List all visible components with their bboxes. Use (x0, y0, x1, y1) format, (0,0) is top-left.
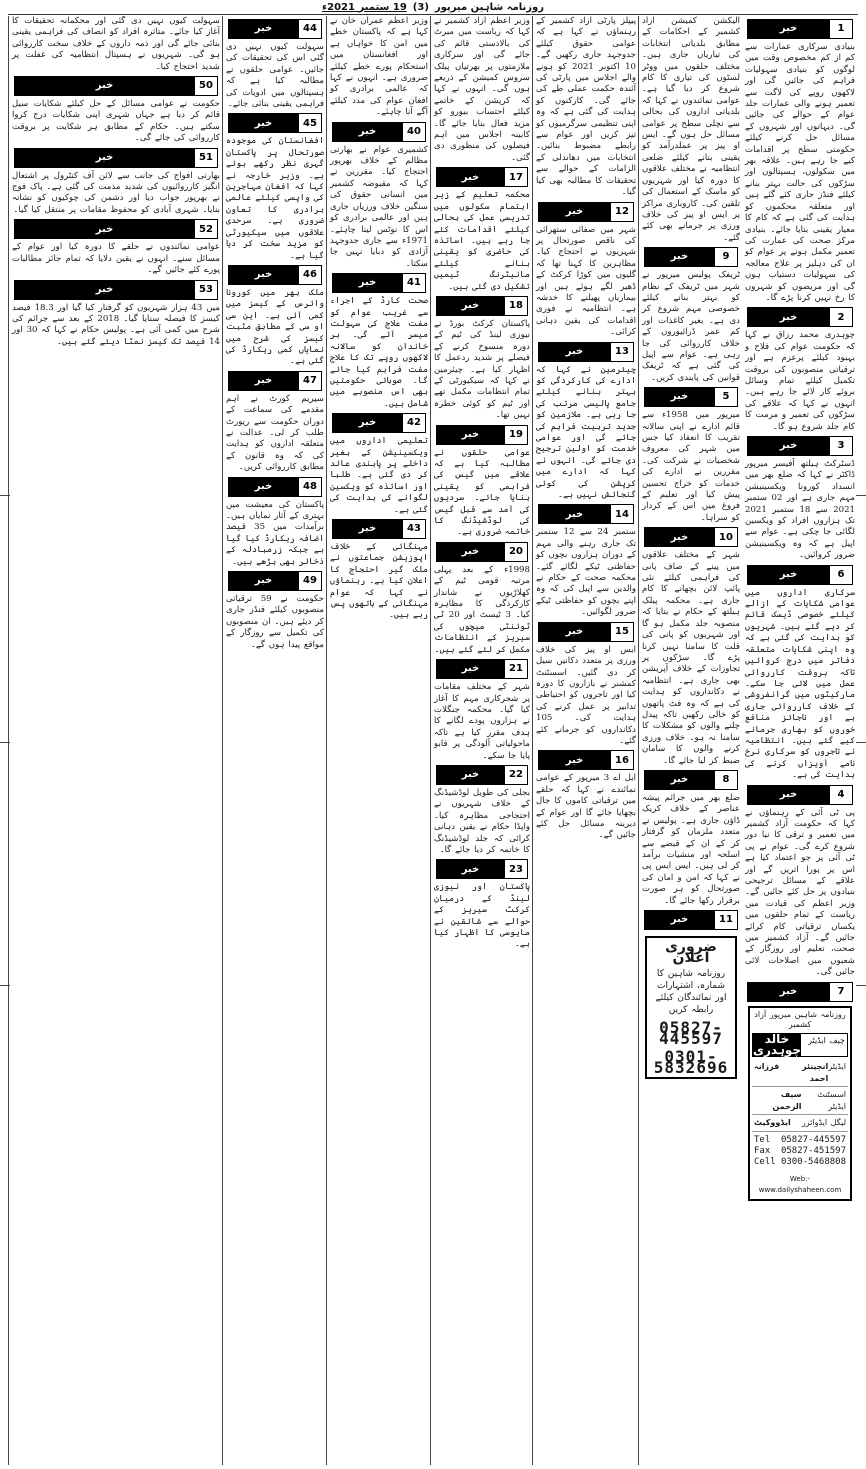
column-body (533, 16, 639, 842)
phone-row (754, 1157, 846, 1168)
news-item-label: خبر (645, 388, 714, 406)
column-2 (638, 16, 743, 1465)
news-item-text: عوامی نمائندوں نے حلقے کا دورہ کیا اور عوام کے مسائل سنے۔ انہوں نے یقین دلایا کہ تمام جائز مطالبات پورے کئے جائیں گے۔ (12, 242, 220, 276)
news-item-number: 16 (610, 751, 633, 769)
news-item-number: 5 (714, 388, 737, 406)
news-item-heading-box (747, 565, 853, 585)
news-item-text: سہولت کیوں نہیں دی گئی اس کی تحقیقات کی جائیں۔ عوامی حلقوں نے مطالبہ کیا ہے کہ ہسپتالوں میں ادویات کی فراہمی یقینی بنائی جائے۔ (226, 42, 324, 110)
news-item-number: 43 (402, 520, 425, 538)
news-item-text: حکومت نے 59 ترقیاتی منصوبوں کیلئے فنڈز جاری کر دیئے ہیں۔ ان منصوبوں کی تکمیل سے روزگار کے مواقع پیدا ہوں گے۔ (226, 594, 324, 650)
column-7 (8, 16, 223, 1465)
news-item-text: ڈسٹرکٹ ہیلتھ آفیسر میرپور ڈاکٹر نے کہا کہ ضلع بھر میں انسداد کورونا ویکسینیشن مہم جاری ہے اور 02 ستمبر 2021 سے 18 ستمبر 2021 تک ہزاروں افراد کو ویکسین لگائی جا چکی ہے۔ عوام سے اپیل ہے کہ وہ ویکسینیشن ضرور کروائیں۔ (745, 459, 856, 561)
news-item-text: شہر کے مختلف علاقوں میں پینے کے صاف پانی کی فراہمی کیلئے نئی پائپ لائن بچھانے کا کام جاری ہے۔ محکمہ پبلک ہیلتھ کے حکام نے بتایا کہ منصوبہ جلد مکمل ہو گا اور شہریوں کو پانی کی قلت کا سامنا نہیں کرنا پڑے گا۔ سڑکوں پر تجاوزات کے خلاف آپریشن بھی جاری ہے۔ انتظامیہ نے دکانداروں کو ہدایت کی ہے کہ وہ فٹ پاتھوں کو خالی رکھیں تاکہ پیدل چلنے والوں کو مشکلات کا سامنا نہ ہو۔ خلاف ورزی کرنے والوں کا سامان ضبط کر لیا جائے گا۔ (642, 550, 740, 766)
column-body (742, 19, 858, 1201)
news-item-text: تعلیمی اداروں میں ویکسینیشن کے بغیر داخلے پر پابندی عائد کر دی گئی ہے۔ طلبا اور اساتذہ کو ویکسین لگوانے کی ہدایت کی گئی ہے۔ (330, 436, 428, 515)
news-item-number: 22 (504, 766, 527, 784)
news-item-text: ملک بھر میں کورونا وائرس کے کیسز میں کمی آئی ہے۔ این سی او سی کے مطابق مثبت کیسز کی شرح میں نمایاں کمی ریکارڈ کی گئی ہے۔ (226, 287, 324, 367)
news-item-heading-box (228, 477, 322, 497)
fold-mark (0, 985, 10, 986)
news-item-heading-box (228, 265, 322, 285)
phone-type: Fax (754, 1145, 771, 1156)
phone-number: 05827-451597 (780, 1145, 846, 1156)
news-item-number: 46 (298, 266, 321, 284)
news-item-heading-box (332, 122, 426, 142)
news-item-heading-box (332, 519, 426, 539)
masthead-staff-row (752, 1059, 848, 1087)
news-item-label: خبر (15, 77, 194, 95)
column-body (327, 16, 431, 622)
news-item-text: 1998ء کے بعد پہلی مرتبہ قومی ٹیم کے کھلاڑیوں نے شاندار کارکردگی کا مظاہرہ کیا۔ 3 ٹیسٹ اور 20 ٹی ٹوئنٹی میچوں کی سیریز کے انتظامات مکمل کر لئے گئے ہیں۔ (434, 564, 530, 655)
masthead-staff-row (752, 1087, 848, 1115)
news-item-heading-box (436, 167, 528, 187)
news-item-label: خبر (645, 248, 714, 266)
fold-mark (856, 495, 866, 496)
news-item-label: خبر (437, 543, 504, 561)
column-5 (326, 16, 431, 1465)
masthead-website: Web:-www.dailyshaheen.com (758, 1174, 842, 1195)
news-item-text: پاکستان کی معیشت میں بہتری کے آثار نمایاں ہیں۔ برآمدات میں 35 فیصد اضافہ ریکارڈ کیا گیا ہے جبکہ زرمبادلہ کے ذخائر بھی بڑھے ہیں۔ (226, 499, 324, 567)
news-item-heading-box (644, 527, 738, 547)
news-item-text: عوامی حلقوں نے مطالبہ کیا ہے کہ علاقے میں گیس کی فراہمی کو یقینی بنایا جائے۔ سردیوں کی آمد سے قبل گیس کی لوڈشیڈنگ کا خاتمہ ضروری ہے۔ (434, 447, 530, 538)
fold-mark (856, 742, 866, 743)
phone-row (754, 1135, 846, 1146)
phone-number: 0300-5468808 (780, 1157, 846, 1168)
news-item-number: 42 (402, 414, 425, 432)
news-item-text: شہر میں صفائی ستھرائی کی ناقص صورتحال پر شہریوں نے احتجاج کیا۔ مظاہرین کا کہنا تھا کہ گلیوں میں کوڑا کرکٹ کے ڈھیر لگے ہوئے ہیں اور بیماریاں پھیلنے کا خدشہ ہے۔ انتظامیہ نے فوری اقدامات کی یقین دہانی کرائی۔ (536, 224, 636, 338)
news-item-label: خبر (539, 505, 610, 523)
news-item-label: خبر (437, 168, 504, 186)
news-item-label: خبر (645, 528, 714, 546)
news-item-number: 53 (194, 281, 217, 299)
news-item-number: 14 (610, 505, 633, 523)
news-item-label: خبر (748, 308, 829, 326)
masthead-intro: روزنامہ شاہین میرپور آزاد کشمیر (754, 1009, 846, 1029)
ad-phone-1: 05827-445597 (659, 1017, 723, 1049)
news-item-number: 1 (829, 20, 852, 38)
news-item-heading-box (538, 622, 634, 642)
news-item-number: 47 (298, 372, 321, 390)
news-item-number: 19 (504, 426, 527, 444)
column-4 (430, 16, 533, 1465)
news-item-label: خبر (437, 766, 504, 784)
news-item-number: 7 (829, 983, 852, 1001)
news-item-text: پی ٹی آئی کے رہنماؤں نے کہا کہ حکومت آزاد کشمیر میں تعمیر و ترقی کا نیا دور شروع کرے گی۔ عوام نے پی ٹی آئی پر جو اعتماد کیا ہے اس پر پورا اتریں گے اور علاقے کے مسائل ترجیحی بنیادوں پر حل کئے جائیں گے۔ وزیر اعظم کی قیادت میں ریاست کے تمام حلقوں میں یکساں ترقیاتی کام کرائے جائیں گے۔ آزاد کشمیر میں صحت، تعلیم اور روزگار کے شعبوں میں اصلاحات لائی جائیں گی۔ (745, 807, 855, 978)
news-item-heading-box (747, 982, 853, 1002)
news-item-heading-box (538, 202, 634, 222)
news-item-text: ستمبر 24 سے 12 ستمبر تک جاری رہنے والی مہم کے دوران ہزاروں بچوں کو حفاظتی ٹیکے لگائے گئے۔ محکمہ صحت کے حکام نے والدین سے اپیل کی کہ وہ اپنے بچوں کو حفاظتی ٹیکے ضرور لگوائیں۔ (536, 527, 636, 618)
news-item-heading-box (14, 148, 218, 168)
column-body (431, 16, 533, 951)
news-item-number: 20 (504, 543, 527, 561)
news-item-heading-box (644, 247, 738, 267)
news-item-text: پیپلز پارٹی آزاد کشمیر کے رہنماؤں نے کہا ہے کہ عوامی حقوق کیلئے جدوجہد جاری رکھیں گے۔ 10 اکتوبر 2021 کو ہونے والے اجلاس میں پارٹی کی آئندہ حکمت عملی طے کی جائے گی۔ کارکنوں کو ہدایت کی گئی ہے کہ وہ اپنی تنظیمی سرگرمیوں کو تیز کریں اور عوام سے رابطے مضبوط بنائیں۔ انتخابات میں دھاندلی کے الزامات کے حوالے سے تحقیقات کا مطالبہ بھی کیا گیا۔ (536, 16, 636, 198)
news-item-text: وزیر اعظم آزاد کشمیر نے کہا کہ ریاست میں میرٹ کی بالادستی قائم کی جائے گی اور سرکاری ملازمتوں پر بھرتیاں پبلک سروس کمیشن کے ذریعے ہوں گی۔ انہوں نے کہا کہ کرپشن کے خاتمے کیلئے احتساب بیورو کو مزید فعال بنایا جائے گا۔ کابینہ اجلاس میں اہم فیصلوں کی منظوری دی گئی۔ (434, 16, 530, 163)
news-item-label: خبر (437, 297, 504, 315)
news-item-text: افغانستان کی موجودہ صورتحال پر پاکستان گہری نظر رکھے ہوئے ہے۔ وزیر خارجہ نے کہا کہ افغان مہاجرین کی واپسی کیلئے عالمی برادری کا تعاون ضروری ہے۔ سرحدی علاقوں میں سیکیورٹی کو مزید سخت کر دیا گیا ہے۔ (226, 136, 324, 261)
news-item-number: 6 (829, 566, 852, 584)
news-item-number: 3 (829, 437, 852, 455)
news-item-number: 9 (714, 248, 737, 266)
news-item-heading-box (228, 113, 322, 133)
news-item-label: خبر (333, 274, 402, 292)
news-item-text: میرپور میں 1958ء سے قائم ادارے نے اپنی سالانہ تقریب کا انعقاد کیا جس میں شہر کی معروف شخصیات نے شرکت کی۔ مقررین نے ادارے کی خدمات کو خراج تحسین پیش کیا اور تعلیم کے فروغ میں اس کے کردار کو سراہا۔ (642, 410, 741, 523)
news-item-label: خبر (229, 20, 298, 38)
news-item-number: 51 (194, 149, 217, 167)
news-item-text: بھارتی افواج کی جانب سے لائن آف کنٹرول پر اشتعال انگیز کارروائیوں کی شدید مذمت کی گئی ہے۔ پاک فوج نے بھرپور جواب دیا اور دشمن کی چوکیوں کو نشانہ بنایا۔ شہری آبادی کو محفوظ مقامات پر منتقل کیا گیا۔ (12, 170, 220, 215)
masthead-staff-row (752, 1115, 848, 1131)
fold-mark (856, 985, 866, 986)
news-item-heading-box (436, 765, 528, 785)
news-item-label: خبر (15, 281, 194, 299)
news-item-text: وزیر اعظم عمران خان نے کہا ہے کہ پاکستان خطے میں امن کا خواہاں ہے اور افغانستان میں استحکام پورے خطے کیلئے ضروری ہے۔ انہوں نے کہا کہ عالمی برادری کو افغان عوام کی مدد کیلئے آگے آنا چاہئے۔ (330, 16, 428, 118)
news-item-label: خبر (229, 372, 298, 390)
news-item-text: الیکشن کمیشن آزاد کشمیر کے احکامات کے مطابق بلدیاتی انتخابات کی تیاریاں جاری ہیں۔ مختلف حلقوں میں ووٹر لسٹوں کی تیاری کا کام شروع کر دیا گیا ہے۔ عوامی نمائندوں نے کہا کہ بلدیاتی اداروں کی بحالی سے نچلی سطح پر عوامی مسائل حل ہوں گے۔ ایس او پیز پر عملدرآمد کو یقینی بنانے کیلئے ضلعی انتظامیہ نے مختلف علاقوں کا دورہ کیا اور شہریوں کو ماسک کے استعمال کی تلقین کی۔ کاروباری مراکز پر ایس او پیز کی خلاف ورزی پر جرمانے بھی کئے گئے۔ (642, 16, 740, 243)
column-3 (532, 16, 639, 1465)
news-item-number: 11 (714, 911, 737, 929)
news-item-heading-box (228, 371, 322, 391)
news-item-text: سرکاری اداروں میں عوامی شکایات کے ازالے کیلئے خصوصی ڈیسک قائم کر دیے گئے ہیں۔ شہریوں کو ہدایت کی گئی ہے کہ وہ اپنی شکایات متعلقہ دفاتر میں درج کروائیں تاکہ بروقت کارروائی عمل میں لائی جا سکے۔ مارکیٹوں میں گرانفروشی کے خلاف کارروائی جاری ہے اور ناجائز منافع خوروں کو بھاری جرمانے کیے گئے ہیں۔ انتظامیہ نے تاجروں کو سرکاری نرخ نامے آویزاں کرنے کی ہدایت کی ہے۔ (745, 587, 855, 781)
news-item-number: 13 (610, 343, 633, 361)
phone-row (754, 1146, 846, 1157)
phone-type: Tel (754, 1134, 771, 1145)
staff-name: سیف الرحمن (772, 1090, 802, 1111)
news-item-heading-box (332, 273, 426, 293)
phone-number: 05827-445597 (780, 1134, 846, 1145)
news-item-number: 48 (298, 478, 321, 496)
news-item-text: ایس او پیز کی خلاف ورزی پر متعدد دکانیں سیل کر دی گئیں۔ اسسٹنٹ کمشنر نے بازاروں کا دورہ کیا اور تاجروں کو احتیاطی تدابیر پر عمل کرنے کی ہدایت کی۔ 105 دکانداروں کو جرمانے کئے گئے۔ (536, 644, 636, 746)
news-item-text: سپریم کورٹ نے اہم مقدمے کی سماعت کے دوران حکومت سے رپورٹ طلب کر لی۔ عدالت نے متعلقہ اداروں کو ہدایت کی کہ وہ قانون کے مطابق کارروائی کریں۔ (226, 393, 324, 473)
staff-role: لیگل ایڈوائزر (801, 1118, 846, 1128)
news-item-heading-box (14, 280, 218, 300)
staff-role: اسسٹنٹ ایڈیٹر (817, 1090, 846, 1111)
news-item-heading-box (747, 19, 853, 39)
news-item-label: خبر (229, 478, 298, 496)
news-item-label: خبر (15, 220, 194, 238)
news-item-number: 49 (298, 572, 321, 590)
news-item-text: شہر کے مختلف مقامات پر شجرکاری مہم کا آغاز کیا گیا۔ محکمہ جنگلات نے ہزاروں پودے لگانے کا ہدف مقرر کیا ہے تاکہ ماحولیاتی آلودگی پر قابو پایا جا سکے۔ (434, 682, 530, 761)
news-item-label: خبر (539, 203, 610, 221)
news-item-number: 45 (298, 114, 321, 132)
fold-mark (0, 495, 10, 496)
ad-body: روزنامہ شاہین کا شمارہ، اشتہارات اور نمائندگان کیلئے رابطہ کریں (655, 968, 727, 1015)
column-body (9, 16, 223, 348)
news-item-number: 41 (402, 274, 425, 292)
news-item-number: 15 (610, 623, 633, 641)
news-item-heading-box (436, 859, 528, 879)
column-body (639, 16, 743, 1079)
news-item-heading-box (436, 425, 528, 445)
news-item-label: خبر (645, 911, 714, 929)
news-item-number: 23 (504, 860, 527, 878)
news-item-label: خبر (229, 266, 298, 284)
news-item-heading-box (228, 19, 322, 39)
news-item-number: 50 (194, 77, 217, 95)
news-item-heading-box (332, 413, 426, 433)
news-item-text: چیئرمین نے کہا کہ ادارے کی کارکردگی کو بہتر بنانے کیلئے جامع پالیسی مرتب کی جا رہی ہے۔ ملازمین کو جدید تربیت فراہم کی جائے گی اور عوامی خدمت کو اولین ترجیح دی جائے گی۔ انہوں نے کہا کہ ادارے میں کرپشن کی کوئی گنجائش نہیں ہے۔ (536, 364, 636, 501)
staff-name: ایڈووکیٹ (754, 1118, 791, 1128)
news-item-text: ضلع بھر میں جرائم پیشہ عناصر کے خلاف کریک ڈاؤن جاری ہے۔ پولیس نے متعدد ملزمان کو گرفتار کر کے ان کے قبضے سے اسلحہ اور منشیات برآمد کر لی ہیں۔ ایس ایس پی نے کہا کہ امن و امان کی صورتحال کو ہر صورت برقرار رکھا جائے گا۔ (642, 792, 740, 906)
ad-title: ضروری اعلان (665, 939, 717, 967)
news-item-heading-box (644, 910, 738, 930)
column-6 (222, 16, 327, 1465)
news-item-label: خبر (539, 343, 610, 361)
news-item-text: صحت کارڈ کے اجراء سے غریب عوام کو مفت علاج کی سہولت میسر آئے گی۔ ہر خاندان کو سالانہ لاکھوں روپے تک کا علاج مفت فراہم کیا جائے گا۔ صوبائی حکومتیں بھی اس منصوبے میں شامل ہیں۔ (330, 296, 428, 409)
news-item-number: 18 (504, 297, 527, 315)
news-item-label: خبر (539, 751, 610, 769)
news-item-number: 8 (714, 771, 737, 789)
news-item-text: پاکستان کرکٹ بورڈ نے نیوزی لینڈ کی ٹیم کے دورہ منسوخ کرنے کے فیصلے پر شدید ردعمل کا اظہار کیا ہے۔ چیئرمین نے کہا کہ سیکیورٹی کے تمام انتظامات مکمل تھے اور ٹیم کو کوئی خطرہ نہیں تھا۔ (434, 318, 530, 421)
staff-name: انجینئر فرزانہ احمد (754, 1062, 829, 1083)
news-item-text: بنیادی سرکاری عمارات سے کم از کم مخصوص وقت میں لوگوں کو بنیادی سہولیات فراہم کی جائیں گی اور لاکھوں روپے کی لاگت سے تعمیر ہونے والی عمارات جلد عوام کے حوالے کی جائیں گی۔ دیہاتوں اور شہروں کے مسائل حل کرنے کیلئے حکومتی سطح پر اقدامات کیے جا رہے ہیں۔ علاقہ بھر میں سکولوں، ہسپتالوں اور سڑکوں کی حالت بہتر بنانے کیلئے فنڈز جاری کئے گئے ہیں اور متعلقہ محکموں کو ہدایت کی گئی ہے کہ کام کا معیار یقینی بنایا جائے۔ بنیادی مرکز صحت کی عمارت کی تعمیر مکمل ہونے پر عوام کو ان کی دہلیز پر علاج معالجہ کی سہولیات دستیاب ہوں گی اور مریضوں کو شہروں کا رخ نہیں کرنا پڑے گا۔ (745, 42, 855, 303)
news-item-label: خبر (229, 572, 298, 590)
news-item-heading-box (228, 571, 322, 591)
news-item-number: 21 (504, 660, 527, 678)
news-item-number: 4 (829, 786, 852, 804)
page-header (8, 0, 858, 15)
header-paper: روزنامہ شاہین میرپور (434, 1, 544, 13)
news-item-heading-box (747, 307, 853, 327)
news-item-text: پاکستان اور نیوزی لینڈ کے درمیان کرکٹ سیریز کے حوالے سے شائقین نے مایوسی کا اظہار کیا ہے۔ (434, 882, 530, 950)
news-item-text: چوہدری محمد رزاق نے کہا کہ حکومت عوام کی فلاح و بہبود کیلئے پرعزم ہے اور ترقیاتی منصوبوں کی بروقت تکمیل کیلئے تمام وسائل بروئے کار لائے جا رہے ہیں۔ انہوں نے کہا کہ علاقے کی سڑکوں کی تعمیر و مرمت کا کام جلد شروع ہو گا۔ (745, 330, 855, 432)
announcement-ad (645, 936, 737, 1079)
news-item-text: مہنگائی کے خلاف اپوزیشن جماعتوں نے ملک گیر احتجاج کا اعلان کیا ہے۔ رہنماؤں نے کہا کہ عوام مہنگائی کے ہاتھوں پس رہے ہیں۔ (330, 542, 428, 621)
chief-editor-role: چیف ایڈیٹر (801, 1034, 847, 1057)
phone-type: Cell (754, 1157, 776, 1168)
news-item-number: 12 (610, 203, 633, 221)
news-item-label: خبر (748, 437, 829, 455)
news-item-number: 10 (714, 528, 737, 546)
news-item-text: بجلی کی طویل لوڈشیڈنگ کے خلاف شہریوں نے احتجاجی مظاہرہ کیا۔ واپڈا حکام نے یقین دہانی کرائی کہ جلد لوڈشیڈنگ کا خاتمہ کر دیا جائے گا۔ (434, 787, 530, 855)
news-item-label: خبر (437, 860, 504, 878)
news-item-label: خبر (333, 520, 402, 538)
news-item-text: حکومت نے عوامی مسائل کے حل کیلئے شکایات سیل قائم کر دیا ہے جہاں شہری اپنی شکایات درج کروا سکتے ہیں۔ حکام کے مطابق ہر شکایت پر بروقت کارروائی کی جائے گی۔ (12, 99, 220, 144)
news-item-number: 44 (298, 20, 321, 38)
news-item-label: خبر (333, 414, 402, 432)
news-item-heading-box (538, 750, 634, 770)
news-item-label: خبر (229, 114, 298, 132)
news-item-label: خبر (539, 623, 610, 641)
masthead-phones (752, 1132, 848, 1172)
news-item-text: محکمہ تعلیم کے زیر اہتمام سکولوں میں تدریسی عمل کی بحالی کیلئے اقدامات کئے جا رہے ہیں۔ اساتذہ کی حاضری کو یقینی بنانے کیلئے مانیٹرنگ ٹیمیں تشکیل دی گئی ہیں۔ (434, 190, 530, 292)
news-item-text: سہولت کیوں نہیں دی گئی اور محکمانہ تحقیقات کا آغاز کیا جائے۔ متاثرہ افراد کو انصاف کی فراہمی یقینی بنائی جائے گی اور ذمہ داروں کے خلاف سخت کارروائی ہو گی۔ شہریوں نے ہسپتال انتظامیہ کی غفلت پر شدید احتجاج کیا۔ (12, 16, 220, 72)
news-item-label: خبر (748, 786, 829, 804)
news-item-label: خبر (748, 566, 829, 584)
news-item-label: خبر (748, 983, 829, 1001)
staff-role: ایڈیٹر (828, 1062, 846, 1072)
fold-mark (0, 742, 10, 743)
column-1 (742, 16, 858, 1465)
news-item-label: خبر (437, 426, 504, 444)
ad-phone-2: 0301-5832696 (653, 1046, 729, 1078)
header-page: (3) (412, 1, 429, 13)
news-item-number: 2 (829, 308, 852, 326)
masthead (748, 1006, 852, 1201)
news-item-heading-box (747, 785, 853, 805)
news-item-label: خبر (748, 20, 829, 38)
news-item-text: ٹریفک پولیس میرپور نے شہر میں ٹریفک کے نظام کو بہتر بنانے کیلئے خصوصی مہم شروع کر دی ہے۔ بغیر کاغذات اور کم عمر ڈرائیوروں کے خلاف کارروائی کی جا رہی ہے۔ عوام سے اپیل کی گئی ہے کہ ٹریفک قوانین کی پابندی کریں۔ (642, 270, 740, 383)
news-item-heading-box (14, 76, 218, 96)
news-item-text: میں 43 ہزار شہریوں کو گرفتار کیا گیا اور 18.3 فیصد کیسز کا فیصلہ سنایا گیا۔ 2018 کے بعد سے جرائم کی شرح میں کمی آئی ہے۔ پولیس حکام نے کہا کہ 30 اور 14 فیصد تک کیسز نمٹا دیئے گئے ہیں۔ (12, 302, 220, 347)
news-item-number: 40 (402, 123, 425, 141)
news-item-heading-box (436, 542, 528, 562)
chief-editor-name: خالد چوہدری (753, 1031, 802, 1058)
news-item-heading-box (644, 770, 738, 790)
news-item-heading-box (538, 342, 634, 362)
news-item-heading-box (644, 387, 738, 407)
news-item-label: خبر (437, 660, 504, 678)
news-item-heading-box (436, 659, 528, 679)
news-item-text: ایل اے 3 میرپور کے عوامی نمائندے نے کہا کہ حلقے میں ترقیاتی کاموں کا جال بچھایا جائے گا اور عوام کے دیرینہ مسائل حل کئے جائیں گے۔ (536, 773, 636, 841)
news-item-label: خبر (15, 149, 194, 167)
news-item-heading-box (747, 436, 853, 456)
chief-editor (752, 1033, 848, 1058)
header-date: 19 ستمبر 2021ء (322, 1, 407, 13)
news-item-text: کشمیری عوام نے بھارتی مظالم کے خلاف بھرپور احتجاج کیا۔ مقررین نے کہا کہ مقبوضہ کشمیر میں انسانی حقوق کی سنگین خلاف ورزیاں جاری ہیں اور عالمی برادری کو اس کا نوٹس لینا چاہئے۔ 1971ء سے جاری جدوجہد آزادی کو دبایا نہیں جا سکتا۔ (330, 144, 428, 269)
column-body (223, 19, 327, 651)
news-item-heading-box (14, 219, 218, 239)
news-item-heading-box (538, 504, 634, 524)
news-item-heading-box (436, 296, 528, 316)
news-item-label: خبر (333, 123, 402, 141)
news-item-number: 52 (194, 220, 217, 238)
news-item-label: خبر (645, 771, 714, 789)
news-item-number: 17 (504, 168, 527, 186)
